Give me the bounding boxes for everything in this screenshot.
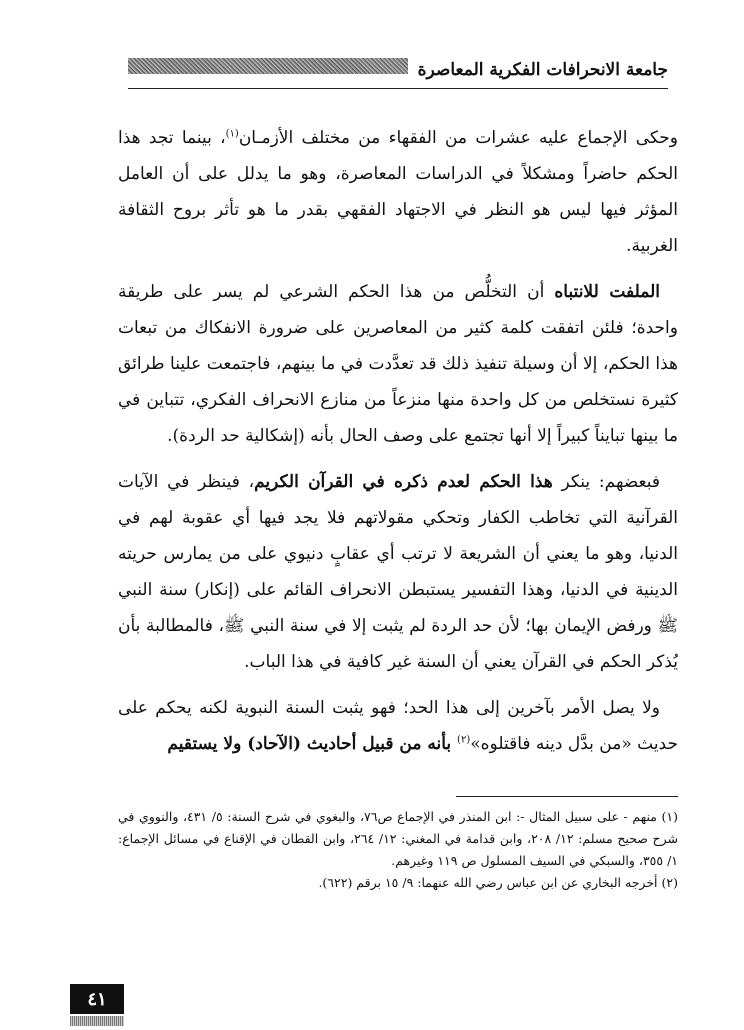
running-header [128, 52, 668, 89]
page-number-text: ٤١ [87, 988, 107, 1010]
footnote-2: (٢) أخرجه البخاري عن ابن عباس رضي الله عنهما: ٩/ ١٥ برقم (٦٢٢). [318, 875, 678, 890]
footnotes [118, 806, 678, 894]
paragraph-3 [118, 464, 678, 680]
paragraph-3-text-cont: ، فينظر في الآيات القرآنية التي تخاطب الكفار وتحكي مقولاتهم فلا يجد فيها أي عقوبة لهم في الدنيا، وهو ما يعني أن الشريعة لا ترتب أي عقابٍ دنيوي على من يمارس حريته الدينية في الدنيا، وهذا التفسير يستبطن الانحراف القائم على (إنكار) سنة النبي ﷺ ورفض الإيمان بها؛ لأن حد الردة لم يثبت إلا في سنة النبي ﷺ، فالمطالبة بأن يُذكر الحكم في القرآن يعني أن السنة غير كافية في هذا الباب. [118, 472, 678, 672]
paragraph-3-text: فبعضهم: ينكر [552, 472, 660, 492]
footnote-divider [456, 796, 678, 797]
header-title: جامعة الانحرافات الفكرية المعاصرة [417, 60, 668, 80]
page-number [70, 984, 124, 1014]
paragraph-1-text-cont: ، بينما تجد هذا الحكم حاضراً ومشكلاً في الدراسات المعاصرة، وهو ما يدلل على أن العامل المؤثر فيها ليس هو النظر في الاجتهاد الفقهي بقدر ما هو تأثر بروح الثقافة الغربية. [118, 128, 678, 256]
paragraph-1 [118, 120, 678, 264]
footnote-ref-2: (٢) [457, 734, 471, 746]
footnote-ref-1: (١) [225, 128, 239, 140]
paragraph-4 [118, 690, 678, 762]
main-text [118, 120, 678, 772]
header-decorative-band [128, 58, 408, 74]
paragraph-2-text: أن التخلُّص من هذا الحكم الشرعي لم يسر على طريقة واحدة؛ فلئن اتفقت كلمة كثير من المعاصرين على ضرورة الانفكاك من تبعات هذا الحكم، إلا أن وسيلة تنفيذ ذلك قد تعدَّدت في ما بينهم، فاجتمعت علينا طرائق كثيرة نستخلص من كل واحدة منها منزعاً من منازع الانحراف الفكري، تتباين في ما بينها تبايناً كبيراً إلا أنها تجتمع على وصف الحال بأنه (إشكالية حد الردة). [118, 282, 678, 446]
paragraph-3-lead: هذا الحكم لعدم ذكره في القرآن الكريم [254, 472, 553, 492]
paragraph-2-lead: الملفت للانتباه [554, 282, 660, 302]
paragraph-2 [118, 274, 678, 454]
paragraph-1-text: وحكى الإجماع عليه عشرات من الفقهاء من مختلف الأزمـان [238, 128, 678, 148]
footnote-1: (١) منهم - على سبيل المثال -: ابن المنذر في الإجماع ص٧٦، والبغوي في شرح السنة: ٥/ ٤٣١، والنووي في شرح صحيح مسلم: ١٢/ ٢٠٨، وابن قدامة في المغني: ١٢/ ٢٦٤، وابن القطان في الإقناع في مسائل الإجماع: ١/ ٣٥٥، والسبكي في السيف المسلول ص ١١٩ وغيرهم. [118, 809, 679, 868]
paragraph-4-text: ولا يصل الأمر بآخرين إلى هذا الحد؛ فهو يثبت السنة النبوية لكنه يحكم على حديث «من بدَّل دينه فاقتلوه» [118, 698, 678, 754]
paragraph-4-lead: بأنه من قبيل أحاديث (الآحاد) ولا يستقيم [167, 734, 458, 754]
